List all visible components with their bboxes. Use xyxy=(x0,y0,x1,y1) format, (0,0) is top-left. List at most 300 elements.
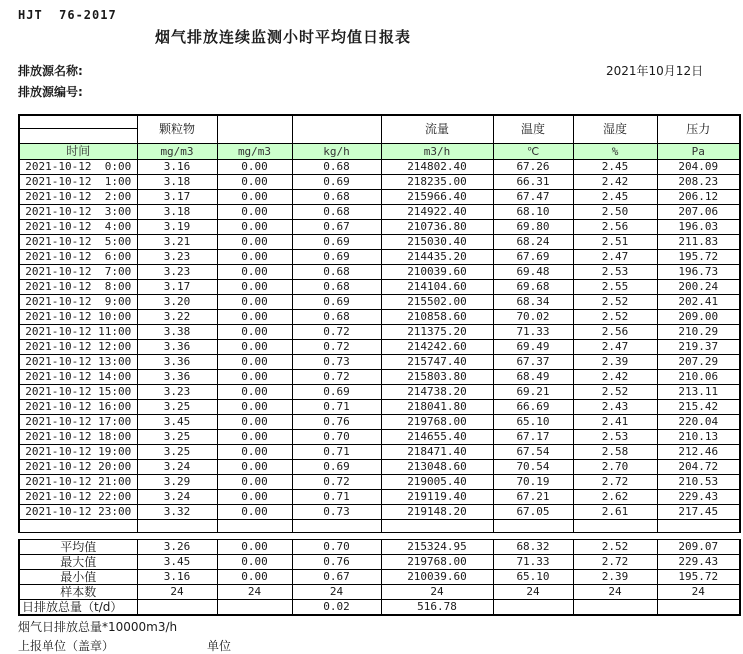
table-row xyxy=(19,585,740,600)
cell: 69.21 xyxy=(493,385,573,400)
flow-total-footnote: 烟气日排放总量*10000m3/h xyxy=(18,620,178,634)
cell: 2021-10-12 9:00 xyxy=(19,295,137,310)
col-header-flow: 流量 xyxy=(381,115,493,144)
cell: 2021-10-12 0:00 xyxy=(19,160,137,175)
table-row xyxy=(19,555,740,570)
cell: 0.68 xyxy=(292,190,381,205)
cell: 67.54 xyxy=(493,445,573,460)
cell: 0.00 xyxy=(217,355,292,370)
report-date: 2021年10月12日 xyxy=(606,64,704,78)
cell: 0.00 xyxy=(217,190,292,205)
cell: 0.67 xyxy=(292,570,381,585)
cell: 218041.80 xyxy=(381,400,493,415)
cell: 68.34 xyxy=(493,295,573,310)
cell: 70.02 xyxy=(493,310,573,325)
cell: 215966.40 xyxy=(381,190,493,205)
cell xyxy=(381,520,493,533)
cell: 0.68 xyxy=(292,310,381,325)
unit-celsius: ℃ xyxy=(493,144,573,160)
cell: 0.00 xyxy=(217,310,292,325)
cell: 2.72 xyxy=(573,475,657,490)
table-row xyxy=(19,175,740,190)
unit-m3-h: m3/h xyxy=(381,144,493,160)
cell: 2021-10-12 20:00 xyxy=(19,460,137,475)
table-row xyxy=(19,490,740,505)
cell: 215030.40 xyxy=(381,235,493,250)
cell: 68.49 xyxy=(493,370,573,385)
cell: 0.69 xyxy=(292,460,381,475)
cell: 70.19 xyxy=(493,475,573,490)
cell: 2.56 xyxy=(573,220,657,235)
cell: 2.53 xyxy=(573,430,657,445)
col-header-temperature: 温度 xyxy=(493,115,573,144)
cell: 0.00 xyxy=(217,540,292,555)
cell: 平均值 xyxy=(19,540,137,555)
cell: 215.42 xyxy=(657,400,740,415)
unit-kg-h: kg/h xyxy=(292,144,381,160)
summary-tbody xyxy=(19,540,740,616)
cell: 2.58 xyxy=(573,445,657,460)
cell: 67.05 xyxy=(493,505,573,520)
cell: 0.00 xyxy=(217,325,292,340)
col-header-blank-1 xyxy=(217,115,292,144)
cell: 213048.60 xyxy=(381,460,493,475)
table-row xyxy=(19,295,740,310)
cell: 0.72 xyxy=(292,370,381,385)
cell: 0.00 xyxy=(217,175,292,190)
cell: 3.32 xyxy=(137,505,217,520)
cell: 3.18 xyxy=(137,175,217,190)
unit-pa: Pa xyxy=(657,144,740,160)
cell: 2021-10-12 14:00 xyxy=(19,370,137,385)
time-col-header: 时间 xyxy=(19,144,137,160)
col-header-pressure: 压力 xyxy=(657,115,740,144)
cell: 2021-10-12 16:00 xyxy=(19,400,137,415)
cell: 0.00 xyxy=(217,445,292,460)
cell: 2.43 xyxy=(573,400,657,415)
table-row xyxy=(19,355,740,370)
cell: 3.36 xyxy=(137,370,217,385)
cell: 0.70 xyxy=(292,540,381,555)
table-row xyxy=(19,265,740,280)
cell: 214922.40 xyxy=(381,205,493,220)
cell: 217.45 xyxy=(657,505,740,520)
cell: 0.72 xyxy=(292,475,381,490)
cell: 207.29 xyxy=(657,355,740,370)
cell: 67.21 xyxy=(493,490,573,505)
cell xyxy=(493,520,573,533)
cell: 214104.60 xyxy=(381,280,493,295)
cell: 69.48 xyxy=(493,265,573,280)
cell: 67.69 xyxy=(493,250,573,265)
cell: 3.45 xyxy=(137,555,217,570)
table-row xyxy=(19,280,740,295)
cell xyxy=(217,520,292,533)
cell: 220.04 xyxy=(657,415,740,430)
cell: 3.24 xyxy=(137,460,217,475)
cell: 3.16 xyxy=(137,570,217,585)
cell: 2.45 xyxy=(573,190,657,205)
cell: 3.45 xyxy=(137,415,217,430)
time-col-group-header xyxy=(19,115,137,144)
cell: 2.39 xyxy=(573,570,657,585)
cell: 0.00 xyxy=(217,490,292,505)
cell: 0.00 xyxy=(217,220,292,235)
cell: 2021-10-12 2:00 xyxy=(19,190,137,205)
cell: 24 xyxy=(657,585,740,600)
table-row xyxy=(19,600,740,616)
cell xyxy=(19,520,137,533)
cell: 2021-10-12 8:00 xyxy=(19,280,137,295)
cell: 2.53 xyxy=(573,265,657,280)
cell: 0.72 xyxy=(292,340,381,355)
cell: 2021-10-12 22:00 xyxy=(19,490,137,505)
cell: 3.22 xyxy=(137,310,217,325)
cell: 0.76 xyxy=(292,555,381,570)
cell: 67.37 xyxy=(493,355,573,370)
cell: 2.56 xyxy=(573,325,657,340)
cell: 219768.00 xyxy=(381,415,493,430)
cell: 0.00 xyxy=(217,415,292,430)
cell: 67.47 xyxy=(493,190,573,205)
table-row xyxy=(19,250,740,265)
cell: 206.12 xyxy=(657,190,740,205)
cell: 70.54 xyxy=(493,460,573,475)
summary-table xyxy=(18,539,741,616)
cell: 2.52 xyxy=(573,540,657,555)
table-row xyxy=(19,430,740,445)
table-row xyxy=(19,505,740,520)
unit-mg-m3-1: mg/m3 xyxy=(137,144,217,160)
cell: 68.32 xyxy=(493,540,573,555)
cell xyxy=(217,600,292,616)
cell: 2.52 xyxy=(573,385,657,400)
cell: 0.00 xyxy=(217,265,292,280)
cell: 69.80 xyxy=(493,220,573,235)
cell: 0.00 xyxy=(217,280,292,295)
cell: 2.61 xyxy=(573,505,657,520)
cell: 219.37 xyxy=(657,340,740,355)
cell: 3.25 xyxy=(137,400,217,415)
cell: 210039.60 xyxy=(381,570,493,585)
cell: 3.23 xyxy=(137,385,217,400)
cell: 210039.60 xyxy=(381,265,493,280)
cell xyxy=(493,600,573,616)
cell: 213.11 xyxy=(657,385,740,400)
table-row xyxy=(19,235,740,250)
cell: 2021-10-12 10:00 xyxy=(19,310,137,325)
cell: 0.69 xyxy=(292,295,381,310)
table-row xyxy=(19,415,740,430)
cell xyxy=(657,600,740,616)
cell: 0.70 xyxy=(292,430,381,445)
table-row xyxy=(19,325,740,340)
cell: 2021-10-12 1:00 xyxy=(19,175,137,190)
page-title: 烟气排放连续监测小时平均值日报表 xyxy=(155,28,412,46)
cell: 3.21 xyxy=(137,235,217,250)
cell: 3.23 xyxy=(137,250,217,265)
cell: 2.39 xyxy=(573,355,657,370)
col-header-humidity: 湿度 xyxy=(573,115,657,144)
cell: 2021-10-12 12:00 xyxy=(19,340,137,355)
cell: 0.00 xyxy=(217,475,292,490)
cell: 2.47 xyxy=(573,340,657,355)
cell: 0.69 xyxy=(292,235,381,250)
cell: 2021-10-12 23:00 xyxy=(19,505,137,520)
cell: 219119.40 xyxy=(381,490,493,505)
cell: 2.42 xyxy=(573,175,657,190)
reporting-unit-label: 上报单位（盖章） xyxy=(18,639,115,653)
cell: 214802.40 xyxy=(381,160,493,175)
cell: 2.41 xyxy=(573,415,657,430)
cell xyxy=(657,520,740,533)
cell: 0.00 xyxy=(217,235,292,250)
cell: 0.00 xyxy=(217,385,292,400)
cell: 229.43 xyxy=(657,490,740,505)
cell: 24 xyxy=(493,585,573,600)
cell: 71.33 xyxy=(493,325,573,340)
cell: 219148.20 xyxy=(381,505,493,520)
cell: 209.07 xyxy=(657,540,740,555)
cell: 2021-10-12 4:00 xyxy=(19,220,137,235)
cell: 68.24 xyxy=(493,235,573,250)
cell: 0.00 xyxy=(217,370,292,385)
cell: 71.33 xyxy=(493,555,573,570)
cell: 最大值 xyxy=(19,555,137,570)
cell: 2.72 xyxy=(573,555,657,570)
cell: 2.52 xyxy=(573,310,657,325)
cell: 212.46 xyxy=(657,445,740,460)
split-divider xyxy=(20,116,137,129)
cell: 3.17 xyxy=(137,190,217,205)
cell: 0.69 xyxy=(292,385,381,400)
cell: 3.18 xyxy=(137,205,217,220)
cell: 2021-10-12 3:00 xyxy=(19,205,137,220)
table-row xyxy=(19,310,740,325)
cell: 0.00 xyxy=(217,250,292,265)
cell: 2.70 xyxy=(573,460,657,475)
cell: 24 xyxy=(573,585,657,600)
cell: 2021-10-12 13:00 xyxy=(19,355,137,370)
cell: 0.68 xyxy=(292,280,381,295)
cell: 2021-10-12 17:00 xyxy=(19,415,137,430)
cell: 0.72 xyxy=(292,325,381,340)
table-row xyxy=(19,205,740,220)
cell: 210.29 xyxy=(657,325,740,340)
table-row xyxy=(19,540,740,555)
cell: 66.31 xyxy=(493,175,573,190)
cell: 211375.20 xyxy=(381,325,493,340)
cell: 2021-10-12 18:00 xyxy=(19,430,137,445)
col-header-particulate: 颗粒物 xyxy=(137,115,217,144)
cell: 3.29 xyxy=(137,475,217,490)
cell: 0.00 xyxy=(217,430,292,445)
cell: 0.73 xyxy=(292,355,381,370)
cell: 0.67 xyxy=(292,220,381,235)
cell: 208.23 xyxy=(657,175,740,190)
cell: 215747.40 xyxy=(381,355,493,370)
data-tbody xyxy=(19,160,740,533)
cell: 0.71 xyxy=(292,490,381,505)
cell: 2021-10-12 21:00 xyxy=(19,475,137,490)
cell: 0.68 xyxy=(292,205,381,220)
cell: 195.72 xyxy=(657,570,740,585)
cell: 3.25 xyxy=(137,430,217,445)
cell: 2021-10-12 5:00 xyxy=(19,235,137,250)
cell: 2021-10-12 7:00 xyxy=(19,265,137,280)
cell: 195.72 xyxy=(657,250,740,265)
cell xyxy=(292,520,381,533)
unit-header-row xyxy=(19,144,740,160)
cell: 215803.80 xyxy=(381,370,493,385)
cell: 0.00 xyxy=(217,570,292,585)
cell: 219005.40 xyxy=(381,475,493,490)
cell: 24 xyxy=(292,585,381,600)
cell: 215502.00 xyxy=(381,295,493,310)
cell: 210.06 xyxy=(657,370,740,385)
cell: 202.41 xyxy=(657,295,740,310)
cell: 0.00 xyxy=(217,340,292,355)
table-row xyxy=(19,475,740,490)
cell: 0.73 xyxy=(292,505,381,520)
cell: 样本数 xyxy=(19,585,137,600)
cell: 0.00 xyxy=(217,505,292,520)
unit-mg-m3-2: mg/m3 xyxy=(217,144,292,160)
cell: 219768.00 xyxy=(381,555,493,570)
table-row xyxy=(19,520,740,533)
cell: 214738.20 xyxy=(381,385,493,400)
cell: 2.52 xyxy=(573,295,657,310)
cell: 516.78 xyxy=(381,600,493,616)
cell: 0.68 xyxy=(292,265,381,280)
table-row xyxy=(19,460,740,475)
table-row xyxy=(19,445,740,460)
cell: 210736.80 xyxy=(381,220,493,235)
cell xyxy=(137,520,217,533)
col-header-blank-2 xyxy=(292,115,381,144)
cell: 0.00 xyxy=(217,555,292,570)
group-header-row xyxy=(19,115,740,144)
cell: 210858.60 xyxy=(381,310,493,325)
standard-code: HJT 76-2017 xyxy=(18,8,117,22)
cell: 2.42 xyxy=(573,370,657,385)
cell: 214435.20 xyxy=(381,250,493,265)
cell: 214655.40 xyxy=(381,430,493,445)
cell: 3.25 xyxy=(137,445,217,460)
cell: 0.02 xyxy=(292,600,381,616)
cell xyxy=(573,520,657,533)
cell: 最小值 xyxy=(19,570,137,585)
table-row xyxy=(19,160,740,175)
cell: 68.10 xyxy=(493,205,573,220)
cell: 0.68 xyxy=(292,160,381,175)
cell: 24 xyxy=(137,585,217,600)
cell: 3.19 xyxy=(137,220,217,235)
cell: 3.17 xyxy=(137,280,217,295)
cell: 69.49 xyxy=(493,340,573,355)
cell: 0.69 xyxy=(292,250,381,265)
cell: 214242.60 xyxy=(381,340,493,355)
cell: 3.26 xyxy=(137,540,217,555)
cell: 66.69 xyxy=(493,400,573,415)
cell: 3.24 xyxy=(137,490,217,505)
table-row xyxy=(19,340,740,355)
cell: 2.55 xyxy=(573,280,657,295)
cell: 67.17 xyxy=(493,430,573,445)
cell: 209.00 xyxy=(657,310,740,325)
cell: 0.76 xyxy=(292,415,381,430)
table-row xyxy=(19,220,740,235)
cell: 65.10 xyxy=(493,415,573,430)
cell: 215324.95 xyxy=(381,540,493,555)
cell: 0.00 xyxy=(217,160,292,175)
table-row xyxy=(19,370,740,385)
cell: 2.45 xyxy=(573,160,657,175)
cell: 211.83 xyxy=(657,235,740,250)
cell: 204.72 xyxy=(657,460,740,475)
cell: 2021-10-12 11:00 xyxy=(19,325,137,340)
cell: 65.10 xyxy=(493,570,573,585)
cell: 2.50 xyxy=(573,205,657,220)
cell: 0.00 xyxy=(217,460,292,475)
cell: 69.68 xyxy=(493,280,573,295)
cell xyxy=(137,600,217,616)
cell: 3.16 xyxy=(137,160,217,175)
cell: 196.03 xyxy=(657,220,740,235)
cell: 2.51 xyxy=(573,235,657,250)
cell: 3.20 xyxy=(137,295,217,310)
table-row xyxy=(19,400,740,415)
cell: 2.62 xyxy=(573,490,657,505)
unit-percent: % xyxy=(573,144,657,160)
source-name-label: 排放源名称: xyxy=(18,64,83,78)
cell: 0.69 xyxy=(292,175,381,190)
cell: 207.06 xyxy=(657,205,740,220)
cell: 24 xyxy=(217,585,292,600)
cell: 0.00 xyxy=(217,205,292,220)
cell: 0.00 xyxy=(217,400,292,415)
cell: 2021-10-12 6:00 xyxy=(19,250,137,265)
cell: 0.71 xyxy=(292,400,381,415)
cell: 0.00 xyxy=(217,295,292,310)
table-row xyxy=(19,570,740,585)
cell: 3.23 xyxy=(137,265,217,280)
cell: 218471.40 xyxy=(381,445,493,460)
cell: 日排放总量（t/d） xyxy=(19,600,137,616)
hourly-data-table xyxy=(18,114,741,533)
cell: 2.47 xyxy=(573,250,657,265)
cell: 0.71 xyxy=(292,445,381,460)
cell: 196.73 xyxy=(657,265,740,280)
cell: 200.24 xyxy=(657,280,740,295)
cell: 3.38 xyxy=(137,325,217,340)
cell: 229.43 xyxy=(657,555,740,570)
cell: 218235.00 xyxy=(381,175,493,190)
cell: 2021-10-12 19:00 xyxy=(19,445,137,460)
source-code-label: 排放源编号: xyxy=(18,85,83,99)
table-row xyxy=(19,385,740,400)
cell: 3.36 xyxy=(137,355,217,370)
cell: 3.36 xyxy=(137,340,217,355)
unit-label: 单位 xyxy=(207,639,232,653)
cell: 67.26 xyxy=(493,160,573,175)
cell: 210.13 xyxy=(657,430,740,445)
cell: 204.09 xyxy=(657,160,740,175)
cell: 210.53 xyxy=(657,475,740,490)
table-row xyxy=(19,190,740,205)
cell: 2021-10-12 15:00 xyxy=(19,385,137,400)
cell xyxy=(573,600,657,616)
